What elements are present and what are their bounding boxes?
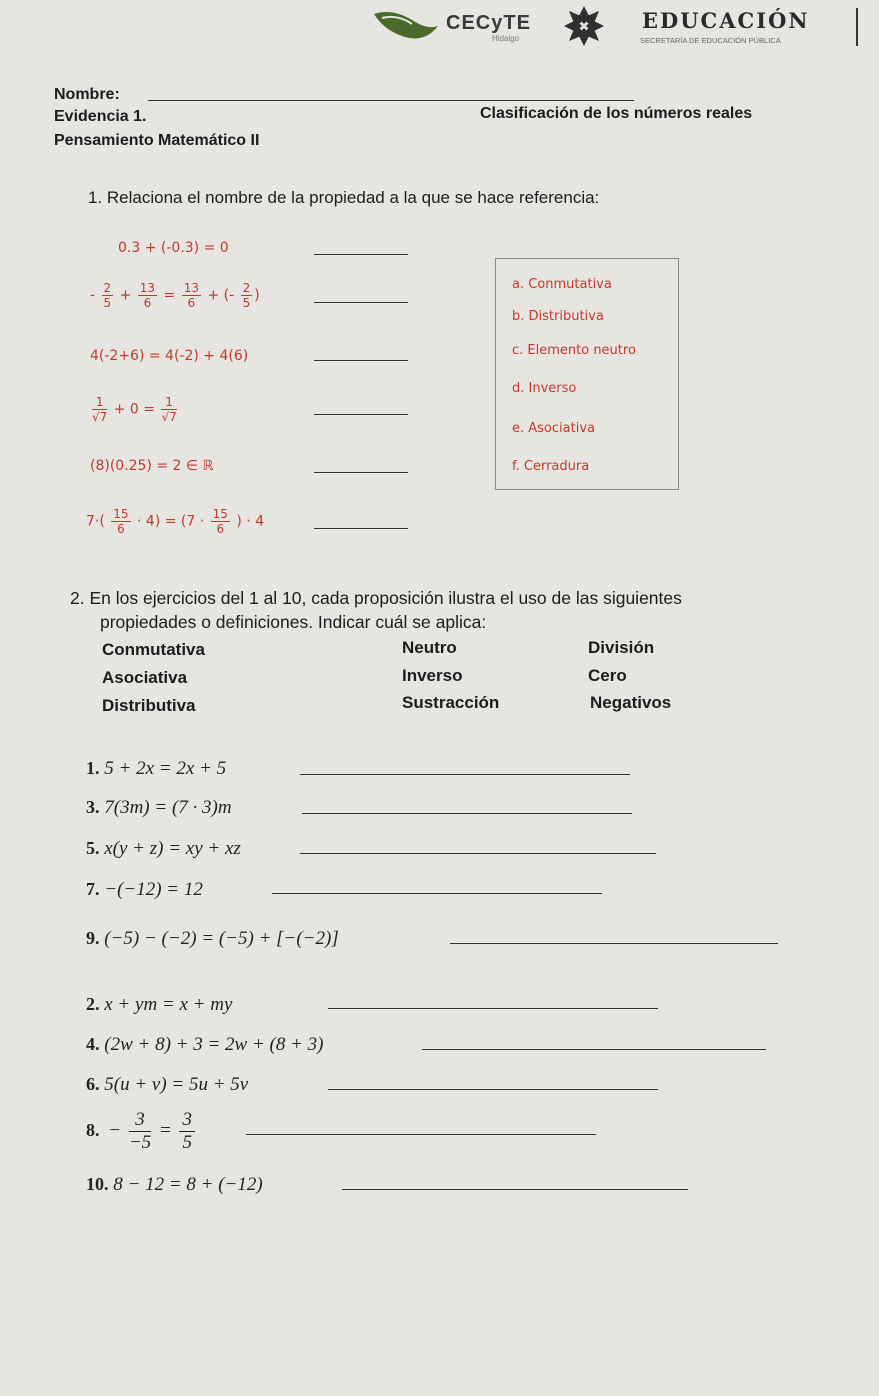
eq2-plus-neg: + (- [207, 287, 235, 304]
denominator: √7 [92, 410, 108, 424]
cecyte-logo-text: CECyTE [446, 12, 531, 34]
prop-inverso: Inverso [402, 666, 463, 685]
denominator: 5 [242, 296, 251, 310]
educacion-logo-subtext: SECRETARÍA DE EDUCACIÓN PÚBLICA [640, 36, 781, 45]
educacion-logo [638, 8, 858, 48]
answer-line-ex10 [342, 1189, 688, 1190]
exercise-number: 6. [86, 1074, 100, 1094]
answer-line-ex3 [302, 813, 632, 814]
fraction [92, 396, 107, 423]
fraction [102, 282, 114, 309]
exercise-6 [86, 1074, 248, 1096]
answer-line-ex8 [246, 1134, 596, 1135]
ex8-minus: − [108, 1119, 122, 1141]
fraction [211, 508, 230, 535]
clasificacion-title: Clasificación de los números reales [480, 105, 753, 122]
eq2-plus: + [119, 287, 132, 304]
option-c: c. Elemento neutro [512, 343, 636, 358]
option-e: e. Asociativa [512, 421, 595, 436]
exercise-number: 9. [86, 928, 100, 948]
numerator: 15 [113, 507, 129, 521]
exercise-number: 7. [86, 879, 100, 899]
denominator: 6 [143, 296, 152, 310]
denominator: 5 [103, 296, 112, 310]
exercise-number: 3. [86, 797, 100, 817]
answer-line-3 [314, 360, 408, 361]
denominator: 6 [216, 522, 225, 536]
fraction [138, 282, 157, 309]
exercise-number: 10. [86, 1174, 109, 1194]
exercise-2 [86, 994, 232, 1016]
exercise-number: 4. [86, 1034, 100, 1054]
denominator: √7 [161, 410, 177, 424]
exercise-expression: 8 − 12 = 8 + (−12) [113, 1174, 263, 1195]
denominator: 6 [117, 522, 125, 536]
section2-instruction-line2: propiedades o definiciones. Indicar cuál se aplica: [100, 612, 487, 632]
numerator: 13 [139, 281, 156, 295]
materia-title: Pensamiento Matemático II [54, 132, 260, 149]
answer-line-ex6 [328, 1089, 658, 1090]
cecyte-swoosh-icon [372, 6, 442, 46]
header-divider [856, 8, 858, 46]
prop-sustraccion: Sustracción [402, 693, 500, 712]
nombre-line [148, 100, 634, 101]
section2-instruction-line1: 2. En los ejercicios del 1 al 10, cada proposición ilustra el uso de las siguientes [70, 588, 682, 608]
exercise-expression: x + ym = x + my [104, 994, 233, 1015]
numerator: 1 [92, 396, 107, 410]
evidencia-label: Evidencia 1. [54, 108, 147, 125]
fraction [241, 282, 253, 309]
exercise-7 [86, 879, 203, 901]
prop-cero: Cero [588, 666, 627, 685]
answer-line-ex5 [300, 853, 656, 854]
prop-neutro: Neutro [402, 638, 457, 657]
answer-line-4 [314, 414, 408, 415]
exercise-number: 1. [86, 758, 100, 778]
section1-instruction: 1. Relaciona el nombre de la propiedad a la que se hace referencia: [88, 188, 600, 207]
educacion-logo-text: EDUCACIÓN [642, 8, 810, 33]
answer-line-ex9 [450, 943, 778, 944]
prop-negativos: Negativos [590, 693, 672, 712]
option-a: a. Conmutativa [512, 277, 612, 292]
eq2-equals: = [163, 287, 176, 304]
exercise-expression: x(y + z) = xy + xz [104, 838, 241, 859]
fraction [129, 1110, 151, 1153]
numerator: 15 [212, 507, 228, 521]
answer-line-2 [314, 302, 408, 303]
cecyte-logo-subtext: Hidalgo [492, 34, 520, 43]
sep-emblem-icon [562, 4, 606, 48]
numerator: 3 [179, 1110, 195, 1132]
equation-6 [86, 508, 264, 535]
answer-line-5 [314, 472, 408, 473]
answer-line-ex7 [272, 893, 602, 894]
exercise-expression: −(−12) = 12 [104, 879, 203, 900]
fraction [161, 396, 176, 423]
prop-distributiva: Distributiva [102, 696, 196, 715]
answer-line-ex2 [328, 1008, 658, 1009]
option-f: f. Cerradura [512, 459, 590, 474]
option-d: d. Inverso [512, 381, 577, 396]
exercise-number: 2. [86, 994, 100, 1014]
ex8-equals: = [158, 1119, 172, 1141]
denominator: 5 [182, 1131, 192, 1153]
answer-line-ex4 [422, 1049, 766, 1050]
equation-4 [90, 396, 179, 423]
exercise-expression: (2w + 8) + 3 = 2w + (8 + 3) [104, 1034, 324, 1055]
fraction [182, 282, 201, 309]
nombre-label: Nombre: [54, 86, 120, 103]
options-box [495, 258, 679, 490]
eq2-minus: - [90, 287, 96, 304]
fraction [179, 1110, 195, 1153]
denominator: 6 [187, 296, 196, 310]
numerator: 2 [242, 281, 251, 295]
equation-3: 4(-2+6) = 4(-2) + 4(6) [90, 348, 249, 364]
prop-conmutativa: Conmutativa [102, 640, 205, 659]
prop-asociativa: Asociativa [102, 668, 188, 687]
exercise-9 [86, 928, 339, 950]
numerator: 3 [129, 1110, 151, 1132]
numerator: 13 [183, 281, 199, 295]
cecyte-logo [372, 6, 552, 46]
equation-1: 0.3 + (-0.3) = 0 [118, 240, 229, 256]
exercise-number: 8. [86, 1119, 100, 1140]
eq6-part-b: · 4) = (7 · [137, 513, 205, 530]
answer-line-6 [314, 528, 408, 529]
exercise-expression: 5(u + v) = 5u + 5v [104, 1074, 249, 1095]
numerator: 2 [103, 281, 112, 295]
answer-line-1 [314, 254, 408, 255]
eq6-part-c: ) · 4 [236, 513, 265, 530]
exercise-4 [86, 1034, 324, 1056]
exercise-expression: (−5) − (−2) = (−5) + [−(−2)] [104, 928, 339, 949]
exercise-3 [86, 797, 232, 819]
eq6-part-a: 7·( [86, 513, 105, 530]
fraction [111, 508, 130, 535]
exercise-5 [86, 838, 241, 860]
exercise-10 [86, 1174, 263, 1196]
equation-5: (8)(0.25) = 2 ∈ ℝ [90, 458, 214, 474]
equation-2: - $\frac{2}{5}$ + $\frac{13}{6}$ = $\frac{13}{6}$ + (- $\frac{2}{5}$ ) [90, 281, 260, 310]
exercise-8 [86, 1110, 198, 1153]
answer-line-ex1 [300, 774, 630, 775]
eq4-plus-zero: + 0 = [113, 401, 156, 418]
prop-division: División [588, 638, 655, 657]
option-b: b. Distributiva [512, 309, 604, 324]
exercise-number: 5. [86, 838, 100, 858]
exercise-1 [86, 758, 226, 780]
sep-emblem [562, 4, 606, 48]
exercise-expression: 5 + 2x = 2x + 5 [104, 758, 227, 779]
numerator: 1 [161, 396, 176, 410]
exercise-expression: 7(3m) = (7 · 3)m [104, 797, 232, 818]
denominator: −5 [128, 1131, 152, 1153]
